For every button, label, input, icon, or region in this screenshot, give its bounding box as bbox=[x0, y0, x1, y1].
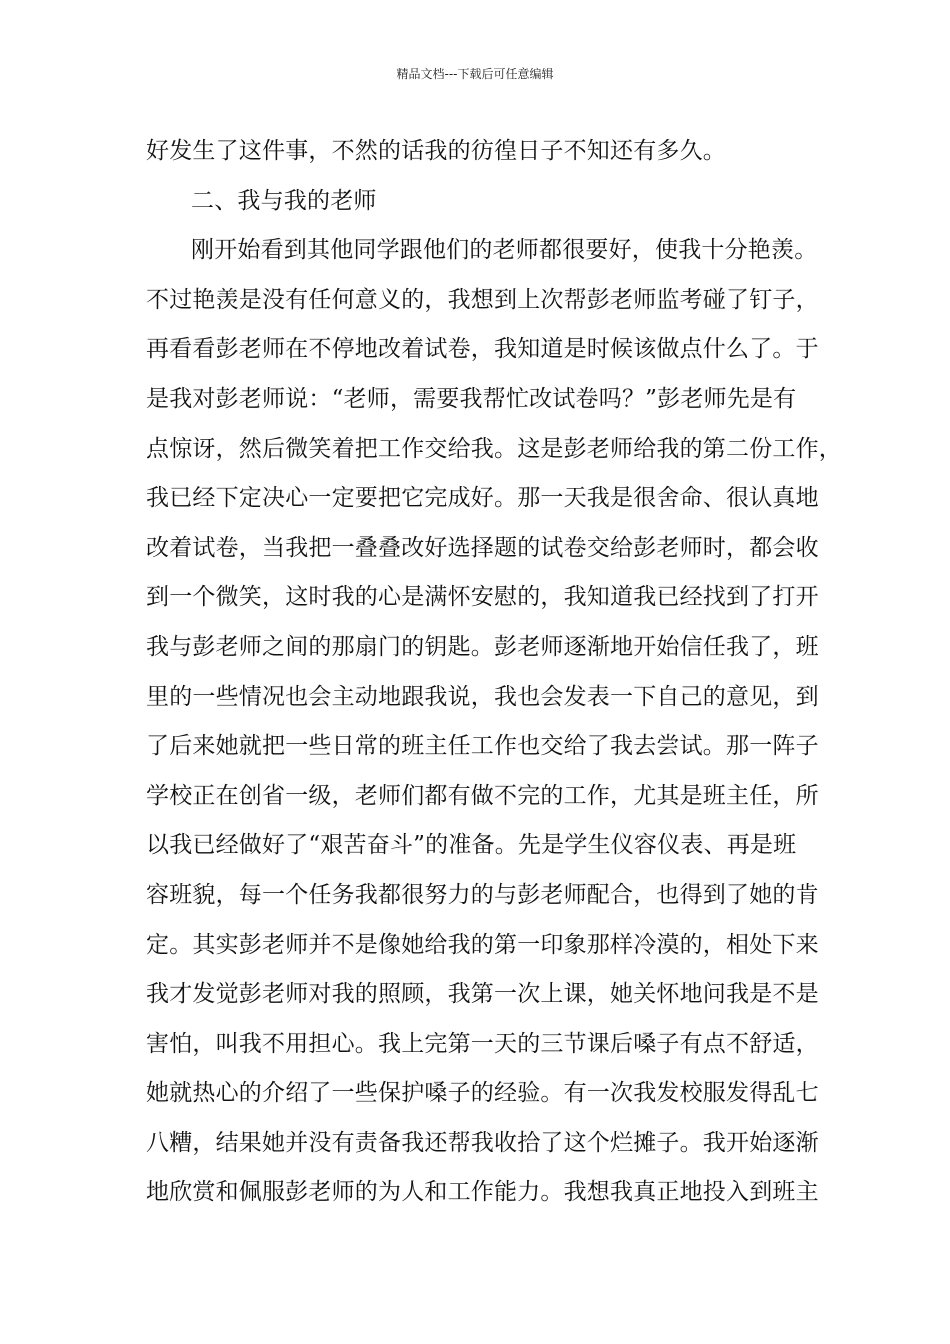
section-heading: 二、我与我的老师 bbox=[191, 187, 377, 214]
text-line: 她就热心的介绍了一些保护嗓子的经验。有一次我发校服发得乱七 bbox=[146, 1080, 819, 1107]
text-line: 八糟，结果她并没有责备我还帮我收拾了这个烂摊子。我开始逐渐 bbox=[146, 1129, 819, 1156]
text-line: 改着试卷，当我把一叠叠改好选择题的试卷交给彭老师时，都会收 bbox=[146, 534, 819, 561]
text-line: 我已经下定决心一定要把它完成好。那一天我是很舍命、很认真地 bbox=[146, 485, 819, 512]
text-line: 是我对彭老师说：“老师，需要我帮忙改试卷吗？”彭老师先是有 bbox=[146, 385, 797, 412]
text-line: 刚开始看到其他同学跟他们的老师都很要好，使我十分艳羡。 bbox=[191, 237, 818, 264]
text-line: 不过艳羡是没有任何意义的，我想到上次帮彭老师监考碰了钉子， bbox=[146, 286, 819, 313]
text-line: 好发生了这件事，不然的话我的彷徨日子不知还有多久。 bbox=[146, 138, 726, 164]
text-line: 我与彭老师之间的那扇门的钥匙。彭老师逐渐地开始信任我了，班 bbox=[146, 633, 819, 660]
text-line: 再看看彭老师在不停地改着试卷，我知道是时候该做点什么了。于 bbox=[146, 336, 819, 363]
text-line: 点惊讶，然后微笑着把工作交给我。这是彭老师给我的第二份工作， bbox=[146, 435, 842, 462]
page-header: 精品文档---下载后可任意编辑 bbox=[396, 67, 554, 81]
text-line: 害怕，叫我不用担心。我上完第一天的三节课后嗓子有点不舒适， bbox=[146, 1030, 819, 1057]
text-line: 我才发觉彭老师对我的照顾，我第一次上课，她关怀地问我是不是 bbox=[146, 981, 819, 1008]
text-line: 学校正在创省一级，老师们都有做不完的工作，尤其是班主任，所 bbox=[146, 782, 819, 809]
text-line: 到一个微笑，这时我的心是满怀安慰的，我知道我已经找到了打开 bbox=[146, 584, 819, 611]
document-body bbox=[146, 130, 842, 1221]
text-line: 以我已经做好了“艰苦奋斗”的准备。先是学生仪容仪表、再是班 bbox=[146, 832, 797, 859]
text-line: 地欣赏和佩服彭老师的为人和工作能力。我想我真正地投入到班主 bbox=[146, 1179, 819, 1206]
text-line: 了后来她就把一些日常的班主任工作也交给了我去尝试。那一阵子 bbox=[146, 733, 819, 760]
text-line: 里的一些情况也会主动地跟我说，我也会发表一下自己的意见，到 bbox=[146, 683, 819, 710]
text-line: 容班貌，每一个任务我都很努力的与彭老师配合，也得到了她的肯 bbox=[146, 881, 819, 908]
text-line: 定。其实彭老师并不是像她给我的第一印象那样冷漠的，相处下来 bbox=[146, 931, 819, 958]
